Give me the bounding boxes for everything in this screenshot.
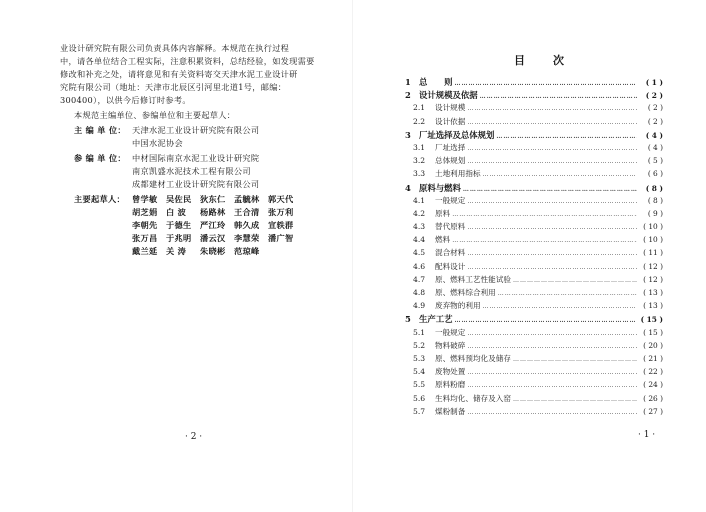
participant-label: 参 编 单 位： [74, 153, 126, 163]
toc-entry-page: ( 15 ) [640, 315, 663, 325]
toc-section-entry[interactable] [405, 353, 663, 366]
toc-leader-dots [498, 290, 637, 297]
toc-entry-label: 替代原料 [435, 222, 466, 232]
drafter-name: 于德生 [166, 220, 192, 230]
drafter-name: 狄东仁 [200, 194, 226, 204]
left-page [60, 42, 325, 258]
toc-entry-page: ( 21 ) [643, 353, 663, 363]
toc-entry-label: 总体规划 [435, 156, 466, 166]
toc-section-entry[interactable] [405, 142, 663, 155]
toc-entry-label: 一般规定 [435, 195, 466, 205]
drafter-name: 朱晓彬 [200, 246, 226, 256]
toc-entry-number: 5.3 [413, 353, 426, 363]
toc-leader-dots [483, 303, 637, 310]
units-intro: 本规范主编单位、参编单位和主要起草人： [74, 110, 236, 120]
drafters-grid [132, 193, 325, 258]
drafter-name: 李慧荣 [234, 233, 260, 243]
drafter-name: 张万昌 [132, 233, 158, 243]
toc-leader-dots [467, 343, 637, 350]
toc-entry-page: ( 8 ) [647, 195, 663, 205]
toc-entry-label: 废弃物的利用 [435, 301, 481, 311]
toc-leader-dots [467, 145, 637, 152]
participant-unit: 南京凯盛水泥技术工程有限公司 [132, 166, 251, 176]
toc-entry-label: 配料设计 [435, 261, 466, 271]
toc-entry-page: ( 20 ) [643, 340, 663, 350]
toc-entry-number: 3.3 [413, 169, 426, 179]
toc-title-char: 次 [553, 54, 564, 67]
toc-chapter-entry[interactable] [405, 182, 663, 195]
toc-entry-number: 2.2 [413, 116, 426, 126]
drafter-name: 王合清 [234, 207, 260, 217]
drafter-name: 潘广智 [268, 233, 294, 243]
toc-entry-label: 设计依据 [435, 116, 466, 126]
toc-entry-number: 4.9 [413, 301, 426, 311]
toc-entry-label: 废物处置 [435, 367, 466, 377]
drafter-name: 吴佐民 [166, 194, 192, 204]
right-page-number: · 1 · [638, 430, 656, 440]
toc-entry-label: 物料破碎 [435, 340, 466, 350]
toc-entry-label: 设计规模及依据 [419, 90, 478, 101]
toc-section-entry[interactable] [405, 102, 663, 115]
toc-leader-dots [452, 237, 637, 244]
toc-entry-number: 1 [405, 77, 411, 87]
toc-entry-page: ( 4 ) [647, 142, 663, 152]
intro-line: 300400），以供今后修订时参考。 [60, 95, 191, 105]
toc-entry-label: 燃料 [435, 235, 451, 245]
drafter-name: 杨路林 [200, 207, 226, 217]
toc-section-entry[interactable] [405, 221, 663, 234]
toc-entry-label: 原、燃料工艺性能试验 [435, 274, 511, 284]
toc-entry-page: ( 6 ) [647, 169, 663, 179]
toc-section-entry[interactable] [405, 261, 663, 274]
chief-label: 主 编 单 位： [74, 125, 126, 135]
toc-leader-dots [463, 186, 637, 193]
toc-entry-page: ( 2 ) [647, 103, 663, 113]
toc-entry-page: ( 2 ) [647, 116, 663, 126]
toc-leader-dots [455, 317, 638, 324]
toc-leader-dots [467, 158, 637, 165]
toc-entry-number: 4.6 [413, 261, 426, 271]
toc-entry-number: 4.4 [413, 235, 426, 245]
toc-section-entry[interactable] [405, 234, 663, 247]
toc-section-entry[interactable] [405, 327, 663, 340]
toc-entry-number: 3.1 [413, 142, 426, 152]
toc-leader-dots [467, 330, 637, 337]
drafter-name: 韩久成 [234, 220, 260, 230]
toc-entry-page: ( 22 ) [643, 367, 663, 377]
toc-section-entry[interactable] [405, 195, 663, 208]
toc-entry-page: ( 11 ) [643, 248, 663, 258]
toc-entry-label: 厂址选择及总体规划 [419, 129, 495, 140]
toc-section-entry[interactable] [405, 393, 663, 406]
toc-entry-number: 4.3 [413, 222, 426, 232]
toc-leader-dots [452, 211, 637, 218]
drafter-name: 白 波 [166, 207, 187, 217]
toc-section-entry[interactable] [405, 208, 663, 221]
toc-leader-dots [467, 250, 637, 257]
toc-leader-dots [513, 277, 637, 284]
drafter-name: 于兆明 [166, 233, 192, 243]
toc-entry-page: ( 1 ) [645, 78, 663, 87]
left-page-number: · 2 · [185, 432, 203, 442]
drafter-name: 胡芝娟 [132, 207, 158, 217]
intro-paragraph [60, 42, 325, 107]
toc-leader-dots [480, 93, 637, 100]
toc-entry-number: 2.1 [413, 103, 426, 113]
page-fold [352, 0, 353, 512]
toc-section-entry[interactable] [405, 247, 663, 260]
toc-section-entry[interactable] [405, 168, 663, 181]
toc-entry-label: 原料 [435, 208, 451, 218]
toc-leader-dots [467, 369, 637, 376]
toc-entry-page: ( 2 ) [645, 91, 663, 101]
intro-line: 究院有限公司（地址：天津市北辰区引河里北道1号，邮编： [60, 82, 287, 92]
toc-entry-number: 5 [405, 314, 411, 325]
toc-section-entry[interactable] [405, 366, 663, 379]
toc-entry-label: 生料均化、储存及入窑 [435, 393, 511, 403]
toc-entry-page: ( 24 ) [643, 380, 663, 390]
toc-section-entry[interactable] [405, 116, 663, 129]
toc-entry-number: 5.7 [413, 406, 426, 416]
toc-leader-dots [467, 224, 637, 231]
toc-entry-label: 原料粉磨 [435, 380, 466, 390]
toc-entry-number: 3 [405, 129, 411, 140]
right-page [405, 52, 663, 419]
intro-line: 修改和补充之处，请将意见和有关资料寄交天津水泥工业设计研 [60, 69, 298, 79]
toc-entry-number: 5.5 [413, 380, 426, 390]
toc-entry-page: ( 13 ) [643, 301, 663, 311]
toc-entry-number: 4.1 [413, 195, 426, 205]
intro-line: 中，请各单位结合工程实际，注意积累资料，总结经验，如发现需要 [60, 56, 315, 66]
toc-entry-page: ( 27 ) [643, 406, 663, 416]
drafter-name: 郭天代 [268, 194, 294, 204]
toc-leader-dots [467, 105, 637, 112]
toc-entry-page: ( 13 ) [643, 288, 663, 297]
chief-units-block [60, 124, 325, 150]
toc-leader-dots [467, 382, 637, 389]
toc-section-entry[interactable] [405, 300, 663, 313]
toc-entry-page: ( 5 ) [647, 156, 663, 166]
toc-entry-number: 5.4 [413, 367, 426, 377]
toc-entry-page: ( 12 ) [643, 261, 663, 271]
toc-entry-number: 5.2 [413, 340, 426, 350]
drafter-name: 戴兰延 [132, 246, 158, 256]
drafter-name: 范琼峰 [234, 246, 260, 256]
drafter-name: 李朝先 [132, 220, 158, 230]
toc-entry-label: 设计规模 [435, 103, 466, 113]
toc-leader-dots [513, 356, 637, 363]
toc-entry-number: 2 [405, 90, 411, 101]
toc-entry-label: 原、燃料预均化及储存 [435, 353, 511, 363]
toc-entry-page: ( 15 ) [643, 327, 663, 337]
chief-unit: 中国水泥协会 [132, 138, 183, 148]
toc-entry-label: 厂址选择 [435, 142, 466, 152]
toc-entry-number: 5.1 [413, 327, 426, 337]
toc-entry-label: 总 则 [419, 77, 453, 87]
toc-entry-number: 4 [405, 182, 411, 193]
toc-entry-number: 4.5 [413, 248, 426, 258]
toc-chapter-entry[interactable] [405, 129, 663, 142]
toc-list [405, 76, 663, 419]
toc-entry-page: ( 10 ) [643, 222, 663, 232]
toc-leader-dots [483, 171, 637, 178]
toc-entry-page: ( 4 ) [645, 130, 663, 140]
drafter-name: 潘云汉 [200, 233, 226, 243]
intro-line: 业设计研究院有限公司负责具体内容解释。本规范在执行过程 [60, 43, 290, 53]
toc-leader-dots [513, 396, 637, 403]
toc-entry-page: ( 26 ) [643, 393, 663, 403]
toc-entry-label: 一般规定 [435, 327, 466, 337]
toc-entry-page: ( 8 ) [645, 183, 663, 193]
participant-unit: 中材国际南京水泥工业设计研究院 [132, 153, 260, 163]
drafter-name: 曾学敏 [132, 194, 158, 204]
toc-leader-dots [496, 133, 637, 140]
participant-unit: 成都建材工业设计研究院有限公司 [132, 179, 260, 189]
toc-entry-page: ( 10 ) [643, 235, 663, 245]
toc-entry-page: ( 12 ) [643, 274, 663, 284]
toc-chapter-entry[interactable] [405, 89, 663, 102]
toc-leader-dots [467, 409, 637, 416]
toc-chapter-entry[interactable] [405, 76, 663, 89]
toc-entry-number: 5.6 [413, 393, 426, 403]
toc-section-entry[interactable] [405, 274, 663, 287]
toc-entry-label: 生产工艺 [419, 314, 453, 325]
toc-entry-number: 3.2 [413, 156, 426, 166]
toc-entry-label: 煤粉制备 [435, 406, 466, 416]
drafters-block [60, 193, 325, 258]
toc-section-entry[interactable] [405, 340, 663, 353]
drafters-label: 主要起草人： [74, 194, 125, 204]
participant-units-block [60, 152, 325, 191]
toc-leader-dots [467, 264, 637, 271]
toc-entry-label: 混合材料 [435, 248, 466, 258]
toc-entry-label: 原料与燃料 [419, 182, 461, 193]
drafter-name: 张万利 [268, 207, 294, 217]
chief-unit: 天津水泥工业设计研究院有限公司 [132, 125, 260, 135]
toc-entry-page: ( 9 ) [647, 208, 663, 218]
drafter-name: 严江玲 [200, 220, 226, 230]
toc-title-char: 目 [514, 54, 525, 67]
toc-section-entry[interactable] [405, 379, 663, 392]
toc-entry-label: 原、燃料综合利用 [435, 288, 496, 297]
toc-leader-dots [467, 198, 637, 205]
toc-leader-dots [455, 80, 638, 87]
toc-title [405, 52, 663, 68]
toc-leader-dots [467, 119, 637, 126]
toc-section-entry[interactable] [405, 155, 663, 168]
drafter-name: 关 涛 [166, 246, 187, 256]
drafter-name: 孟毓林 [234, 194, 260, 204]
toc-section-entry[interactable] [405, 406, 663, 419]
toc-entry-number: 4.7 [413, 274, 426, 284]
toc-entry-label: 土地利用指标 [435, 169, 481, 179]
toc-chapter-entry[interactable] [405, 313, 663, 326]
toc-section-entry[interactable] [405, 287, 663, 300]
drafter-name: 宣轶群 [268, 220, 294, 230]
toc-entry-number: 4.8 [413, 288, 426, 297]
toc-entry-number: 4.2 [413, 208, 426, 218]
